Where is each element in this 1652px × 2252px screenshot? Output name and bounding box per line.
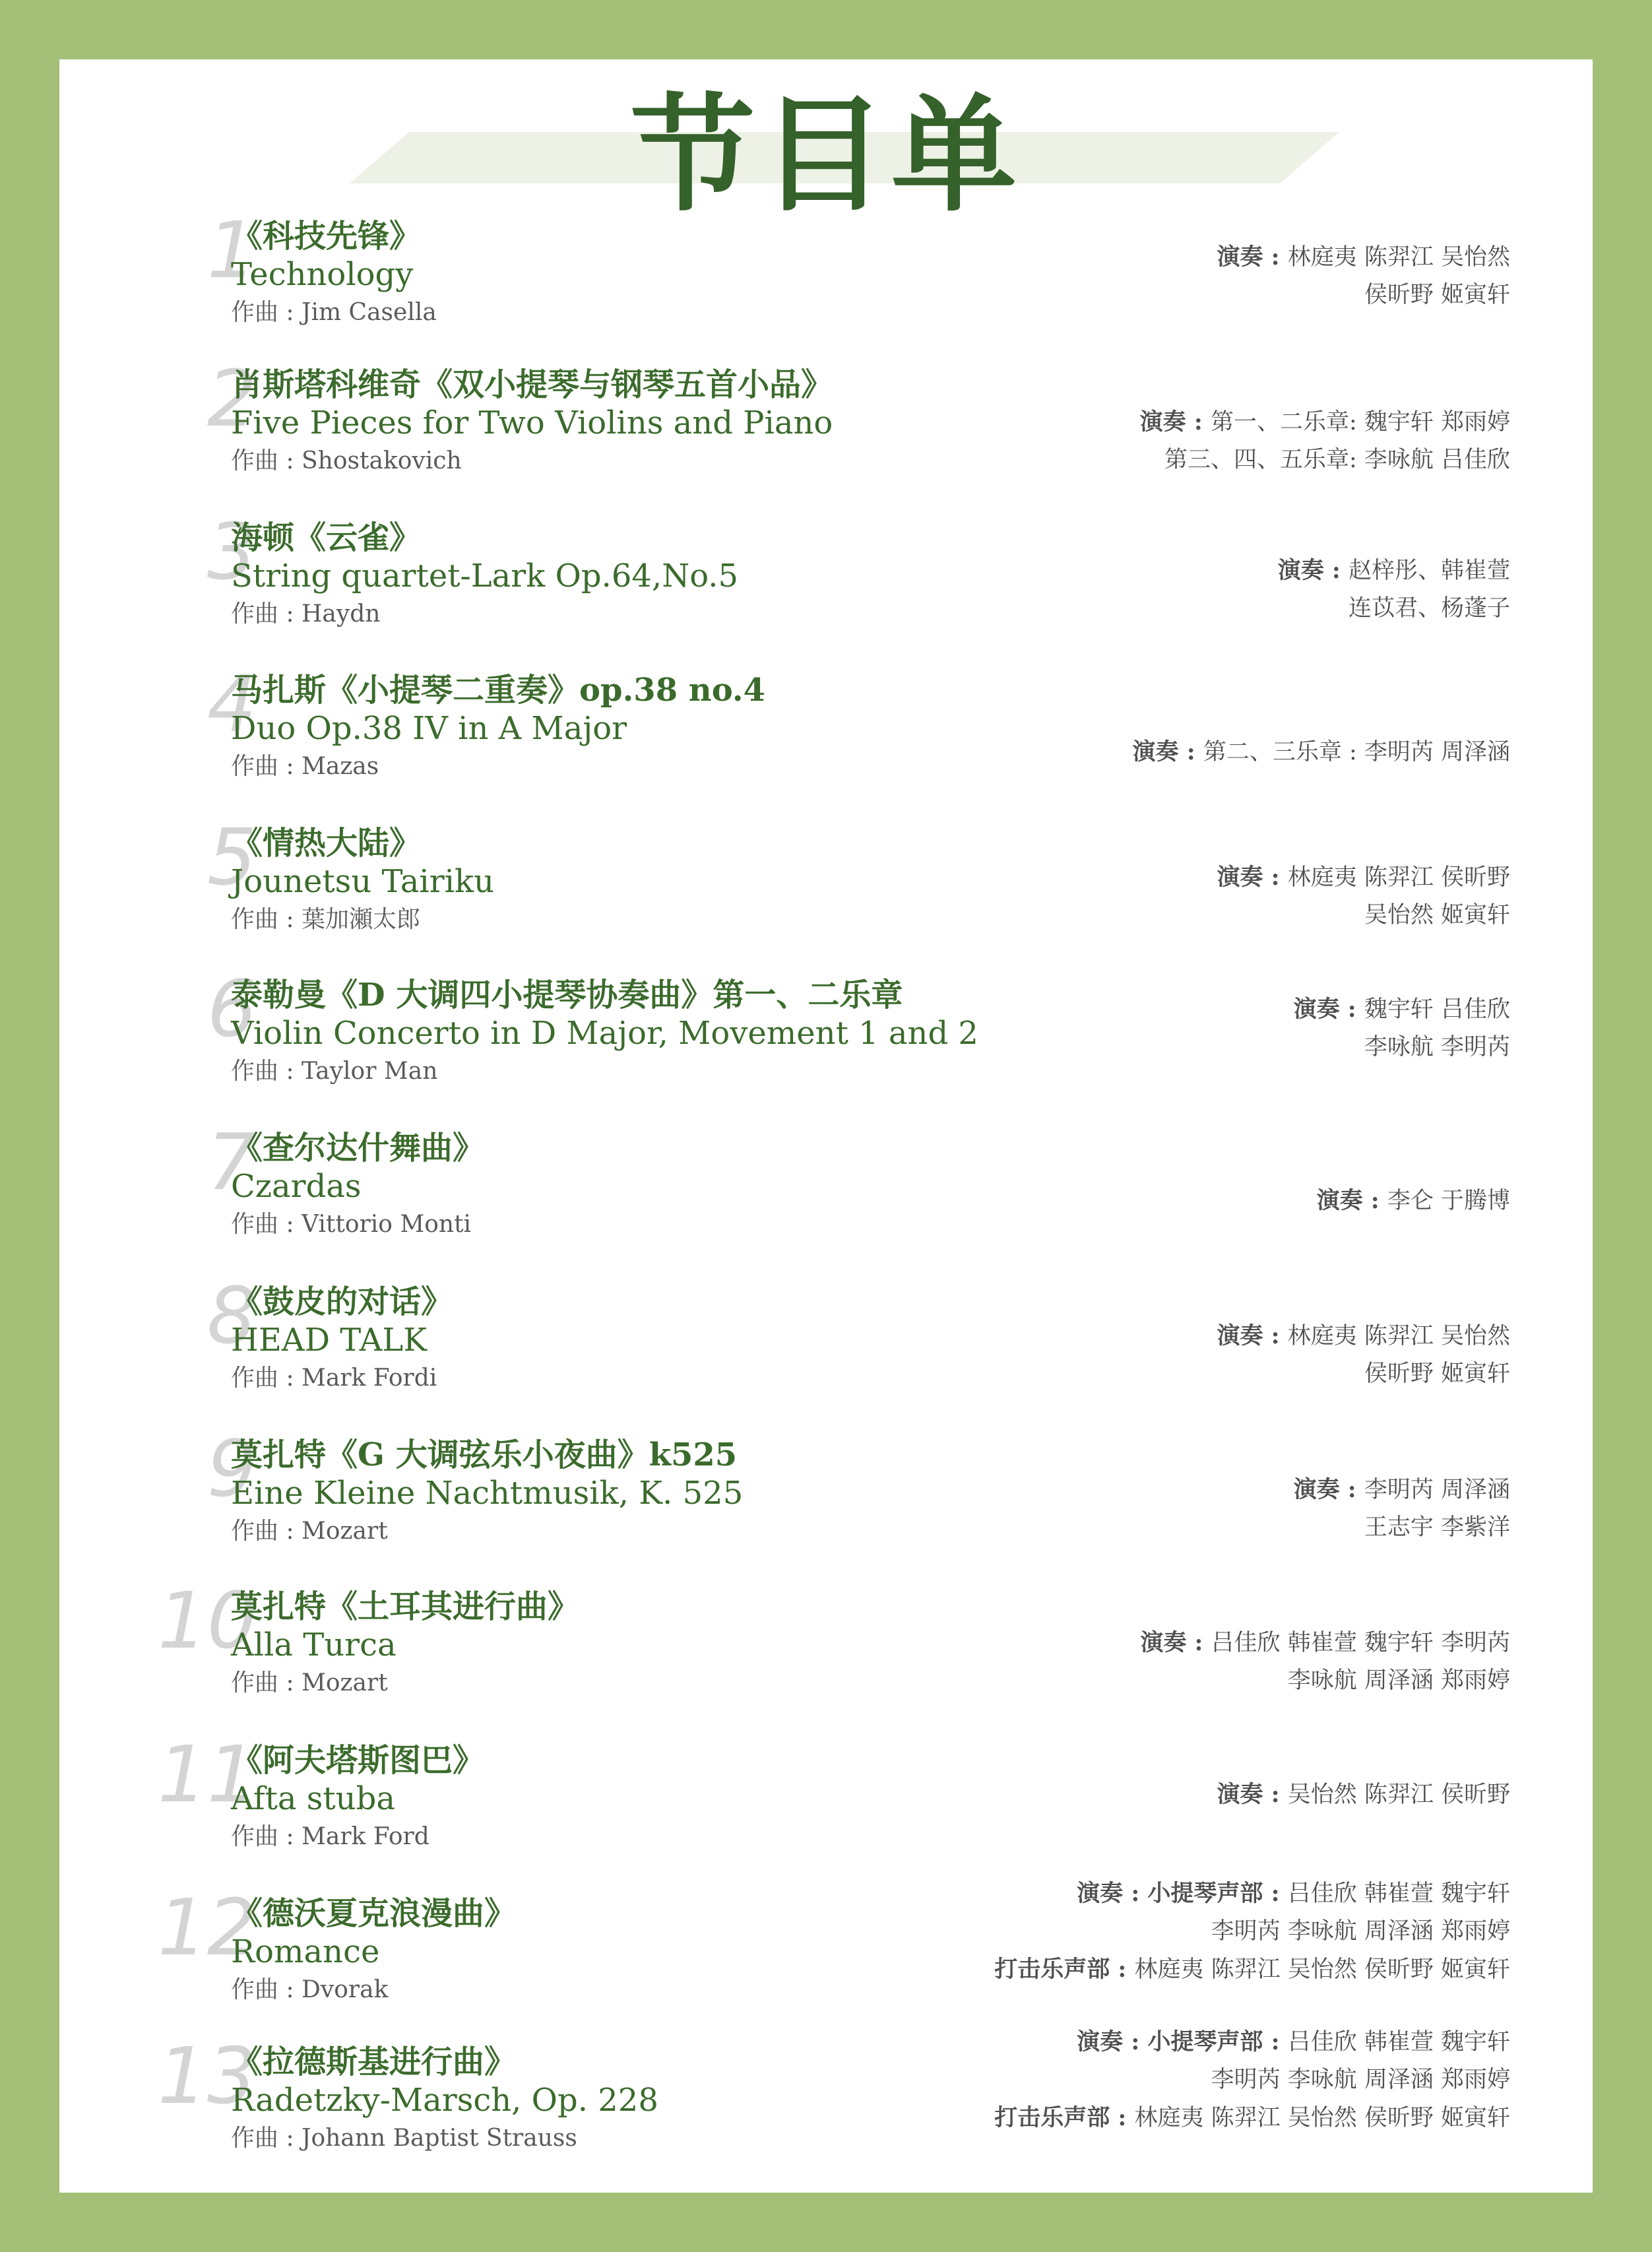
performer-line — [1364, 1508, 1510, 1547]
performer-names: 林庭夷 陈羿江 吴怡然 — [1287, 244, 1510, 271]
program-composer: 作曲 : Mark Fordi — [231, 1365, 437, 1392]
program-composer: 作曲 : Shostakovich — [231, 447, 462, 474]
program-composer: 作曲 : Mazas — [231, 753, 379, 780]
program-number: 4 — [206, 659, 257, 750]
performer-line — [1294, 1471, 1510, 1509]
performer-names: 第二、三乐章 : 李明芮 周泽涵 — [1203, 739, 1510, 765]
performer-names: 林庭夷 陈羿江 吴怡然 侯昕野 姬寅轩 — [1134, 2105, 1510, 2131]
performer-names: 林庭夷 陈羿江 吴怡然 — [1287, 1323, 1510, 1349]
page-title: 节目单 — [629, 81, 1022, 228]
program-title-en: String quartet-Lark Op.64,No.5 — [231, 558, 739, 595]
performer-names: 李咏航 周泽涵 郑雨婷 — [1287, 1667, 1510, 1694]
performer-line — [1217, 238, 1510, 276]
program-title-en: Czardas — [231, 1168, 362, 1205]
performer-line — [1364, 276, 1510, 314]
performer-line — [1211, 2061, 1510, 2099]
program-title-cn: 泰勒曼《D 大调四小提琴协奏曲》第一、二乐章 — [231, 977, 903, 1013]
performer-names: 魏宇轩 吕佳欣 — [1364, 996, 1510, 1023]
program-number: 7 — [206, 1116, 257, 1207]
program-item — [59, 1270, 1593, 1432]
program-number: 2 — [206, 353, 257, 444]
program-title-en: Radetzky-Marsch, Op. 228 — [231, 2082, 658, 2119]
performer-line — [1294, 990, 1510, 1029]
performer-line — [1140, 1624, 1510, 1662]
performer-names: 赵梓彤、韩崔萱 — [1348, 558, 1510, 584]
performer-line — [1211, 1912, 1510, 1950]
performer-line — [1278, 552, 1510, 590]
performer-line — [1364, 1028, 1510, 1066]
performer-label: 演奏 : — [1139, 408, 1211, 435]
performer-names: 李明芮 李咏航 周泽涵 郑雨婷 — [1211, 1918, 1510, 1945]
program-title-cn: 莫扎特《G 大调弦乐小夜曲》k525 — [231, 1436, 738, 1473]
performer-names: 林庭夷 陈羿江 侯昕野 — [1287, 864, 1510, 891]
performer-label: 演奏 : — [1132, 738, 1203, 765]
program-title-cn: 《德沃夏克浪漫曲》 — [231, 1895, 517, 1932]
performer-label: 演奏 : 小提琴声部 : — [1077, 1880, 1288, 1907]
program-item — [59, 812, 1593, 973]
performer-label: 演奏 : — [1293, 996, 1364, 1023]
performer-names: 吕佳欣 韩崔萱 魏宇轩 李明芮 — [1211, 1630, 1510, 1656]
performer-line — [1164, 441, 1510, 479]
program-number: 10 — [157, 1575, 257, 1666]
program-title-en: Romance — [231, 1933, 380, 1970]
program-composer: 作曲 : Jim Casella — [231, 299, 437, 326]
program-title-cn: 《查尔达什舞曲》 — [231, 1130, 485, 1167]
performer-names: 第一、二乐章: 魏宇轩 郑雨婷 — [1210, 409, 1510, 435]
performer-line — [1288, 1661, 1510, 1700]
program-title-en: Eine Kleine Nachtmusik, K. 525 — [231, 1475, 744, 1512]
program-title-en: Five Pieces for Two Violins and Piano — [231, 404, 833, 441]
performer-names: 王志宇 李紫洋 — [1364, 1514, 1510, 1541]
program-title-en: Violin Concerto in D Major, Movement 1 and 2 — [231, 1015, 978, 1052]
program-composer: 作曲 : Vittorio Monti — [231, 1211, 472, 1238]
program-composer: 作曲 : Mozart — [231, 1669, 388, 1696]
program-title-en: Alla Turca — [231, 1626, 397, 1663]
program-number: 11 — [157, 1729, 257, 1820]
performer-names: 侯昕野 姬寅轩 — [1364, 282, 1510, 308]
program-composer: 作曲 : 葉加瀬太郎 — [231, 906, 421, 933]
program-number: 8 — [206, 1270, 257, 1361]
performer-label: 打击乐声部 : — [994, 2104, 1135, 2131]
performer-label: 演奏 : — [1217, 1781, 1288, 1808]
performer-names: 侯昕野 姬寅轩 — [1364, 1361, 1510, 1387]
performer-label: 演奏 : — [1277, 557, 1349, 584]
performer-names: 连苡君、杨蓬子 — [1348, 595, 1510, 622]
program-number: 3 — [206, 506, 257, 597]
program-number: 12 — [157, 1882, 257, 1973]
performer-line — [1317, 1182, 1510, 1220]
program-item — [59, 1423, 1593, 1585]
performer-names: 吕佳欣 韩崔萱 魏宇轩 — [1287, 1881, 1510, 1907]
program-composer: 作曲 : Mark Ford — [231, 1823, 429, 1850]
program-title-cn: 《拉德斯基进行曲》 — [231, 2043, 517, 2080]
performer-line — [994, 1950, 1510, 1989]
program-title-cn: 莫扎特《土耳其进行曲》 — [231, 1588, 580, 1625]
performer-line — [1133, 733, 1510, 771]
performer-names: 第三、四、五乐章: 李咏航 吕佳欣 — [1164, 447, 1510, 473]
performer-label: 演奏 : — [1140, 1629, 1211, 1656]
performer-names: 吴怡然 姬寅轩 — [1364, 902, 1510, 928]
program-title-en: Jounetsu Tairiku — [231, 863, 495, 900]
performer-line — [1077, 1875, 1510, 1913]
performer-line — [994, 2099, 1510, 2137]
program-title-en: Duo Op.38 IV in A Major — [231, 710, 627, 747]
performer-names: 李明芮 周泽涵 — [1364, 1477, 1510, 1503]
program-composer: 作曲 : Mozart — [231, 1518, 388, 1545]
performer-line — [1364, 896, 1510, 934]
performer-label: 演奏 : — [1217, 243, 1288, 271]
performer-line — [1349, 589, 1510, 627]
performer-names: 吴怡然 陈羿江 侯昕野 — [1287, 1782, 1510, 1808]
program-title-cn: 马扎斯《小提琴二重奏》op.38 no.4 — [231, 672, 765, 709]
program-title-cn: 《鼓皮的对话》 — [231, 1283, 453, 1320]
performer-line — [1217, 1776, 1510, 1814]
program-composer: 作曲 : Haydn — [231, 600, 381, 627]
program-title-cn: 肖斯塔科维奇《双小提琴与钢琴五首小品》 — [231, 366, 833, 403]
program-number: 13 — [157, 2030, 257, 2121]
program-item — [59, 1729, 1593, 1890]
program-number: 9 — [206, 1423, 257, 1514]
program-composer: 作曲 : Taylor Man — [231, 1058, 438, 1085]
performer-line — [1077, 2023, 1510, 2061]
program-title-cn: 《情热大陆》 — [231, 825, 422, 862]
program-title-cn: 海顿《云雀》 — [231, 519, 422, 556]
performer-line — [1217, 1317, 1510, 1355]
performer-names: 李明芮 李咏航 周泽涵 郑雨婷 — [1211, 2067, 1510, 2093]
program-title-en: Technology — [231, 256, 414, 293]
performer-label: 演奏 : — [1217, 1322, 1288, 1349]
program-title-en: Afta stuba — [231, 1780, 395, 1817]
performer-label: 演奏 : — [1217, 864, 1288, 891]
performer-label: 演奏 : — [1316, 1187, 1387, 1214]
program-composer: 作曲 : Dvorak — [231, 1976, 389, 2003]
program-title-en: HEAD TALK — [231, 1322, 428, 1359]
performer-names: 林庭夷 陈羿江 吴怡然 侯昕野 姬寅轩 — [1134, 1956, 1510, 1983]
performer-line — [1140, 403, 1510, 441]
performer-label: 演奏 : 小提琴声部 : — [1077, 2028, 1288, 2055]
performer-line — [1217, 858, 1510, 897]
program-title-cn: 《阿夫塔斯图巴》 — [231, 1742, 485, 1779]
performer-names: 吕佳欣 韩崔萱 魏宇轩 — [1287, 2029, 1510, 2055]
performer-label: 打击乐声部 : — [994, 1956, 1135, 1983]
program-number: 1 — [206, 205, 257, 296]
program-composer: 作曲 : Johann Baptist Strauss — [231, 2125, 577, 2152]
performer-names: 李仑 于腾博 — [1387, 1188, 1510, 1214]
program-number: 6 — [206, 963, 257, 1054]
performer-label: 演奏 : — [1293, 1476, 1364, 1503]
program-sheet — [59, 59, 1593, 2193]
program-title-cn: 《科技先锋》 — [231, 218, 422, 255]
performer-names: 李咏航 李明芮 — [1364, 1034, 1510, 1060]
performer-line — [1364, 1355, 1510, 1393]
program-number: 5 — [206, 812, 257, 903]
